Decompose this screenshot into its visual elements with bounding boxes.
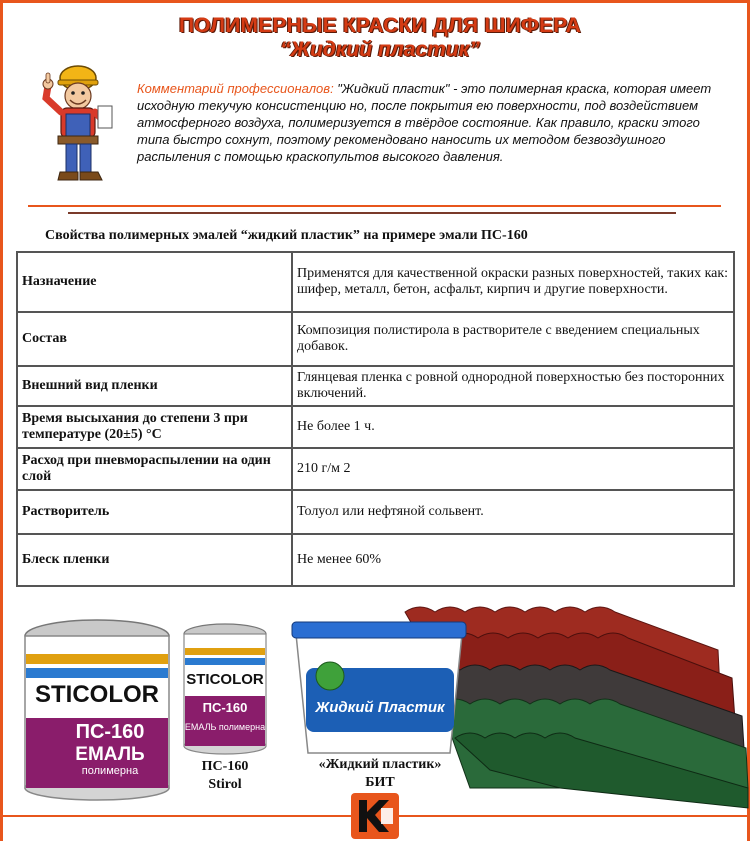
table-key: Растворитель [17, 490, 292, 534]
table-row [17, 406, 734, 448]
small-can-model-text: ПС-160 [202, 700, 248, 715]
properties-table [16, 251, 735, 587]
sticolor-small-can-image [184, 624, 266, 754]
divider-orange [28, 205, 721, 207]
can-sublabel-text: полимерна [81, 765, 139, 777]
table-key: Расход при пневмораспылении на один слой [17, 448, 292, 490]
liquid-plastic-bucket-image [292, 622, 466, 753]
can-model-text: ПС-160 [75, 721, 145, 743]
professional-comment [137, 80, 722, 165]
table-key: Назначение [17, 252, 292, 312]
comment-text: "Жидкий пластик" - это полимерная краска, которая имеет исходную текучую консистенцию но, после покрытия ею поверхности, под воздействием атмосферного воздуха, полимеризуется в твёрдое состояние. Как правило, краски этого типа быстро сохнут, поэтому рекомендовано наносить их методом безвоздушного распыления с помощью краскопультов высокого давления. [137, 81, 712, 164]
small-can-brand-text: STICOLOR [186, 671, 264, 688]
table-value: Композиция полистирола в растворителе с введением специальных добавок. [292, 312, 734, 366]
table-row [17, 534, 734, 586]
table-key: Блеск пленки [17, 534, 292, 586]
table-value: Толуол или нефтяной сольвент. [292, 490, 734, 534]
can-brand-text: STICOLOR [35, 681, 159, 708]
builder-mascot-icon [36, 58, 120, 186]
sticolor-large-can-image [25, 620, 169, 800]
comment-label: Комментарий профессионалов: [137, 81, 334, 96]
table-key: Время высыхания до степени 3 при температуре (20±5) °С [17, 406, 292, 448]
table-caption: Свойства полимерных эмалей “жидкий пластик” на примере эмали ПС-160 [45, 228, 528, 243]
can-label-text: ЕМАЛЬ [75, 744, 145, 765]
table-row [17, 448, 734, 490]
table-row [17, 312, 734, 366]
table-value: Глянцевая пленка с ровной однородной поверхностью без посторонних включений. [292, 366, 734, 406]
caption-bucket-line2: БИТ [365, 775, 395, 790]
page-subtitle: “Жидкий пластик” [280, 38, 480, 61]
page-title: ПОЛИМЕРНЫЕ КРАСКИ ДЛЯ ШИФЕРА [178, 14, 582, 37]
table-key: Состав [17, 312, 292, 366]
table-value: 210 г/м 2 [292, 448, 734, 490]
small-can-label-text: ЕМАЛЬ полимерна [184, 722, 266, 732]
table-key: Внешний вид пленки [17, 366, 292, 406]
caption-bucket-line1: «Жидкий пластик» [318, 757, 442, 772]
table-value: Не более 1 ч. [292, 406, 734, 448]
divider-dark [68, 212, 676, 214]
table-row [17, 366, 734, 406]
bucket-label-text: Жидкий Пластик [315, 699, 445, 716]
table-value: Не менее 60% [292, 534, 734, 586]
caption-small-can-line1: ПС-160 [201, 759, 249, 774]
caption-small-can-line2: Stirol [208, 777, 242, 792]
table-value: Применятся для качественной окраски разных поверхностей, таких как: шифер, металл, бетон, асфальт, кирпич и другие поверхности. [292, 252, 734, 312]
table-row [17, 490, 734, 534]
table-row [17, 252, 734, 312]
site-logo-icon [345, 790, 405, 841]
